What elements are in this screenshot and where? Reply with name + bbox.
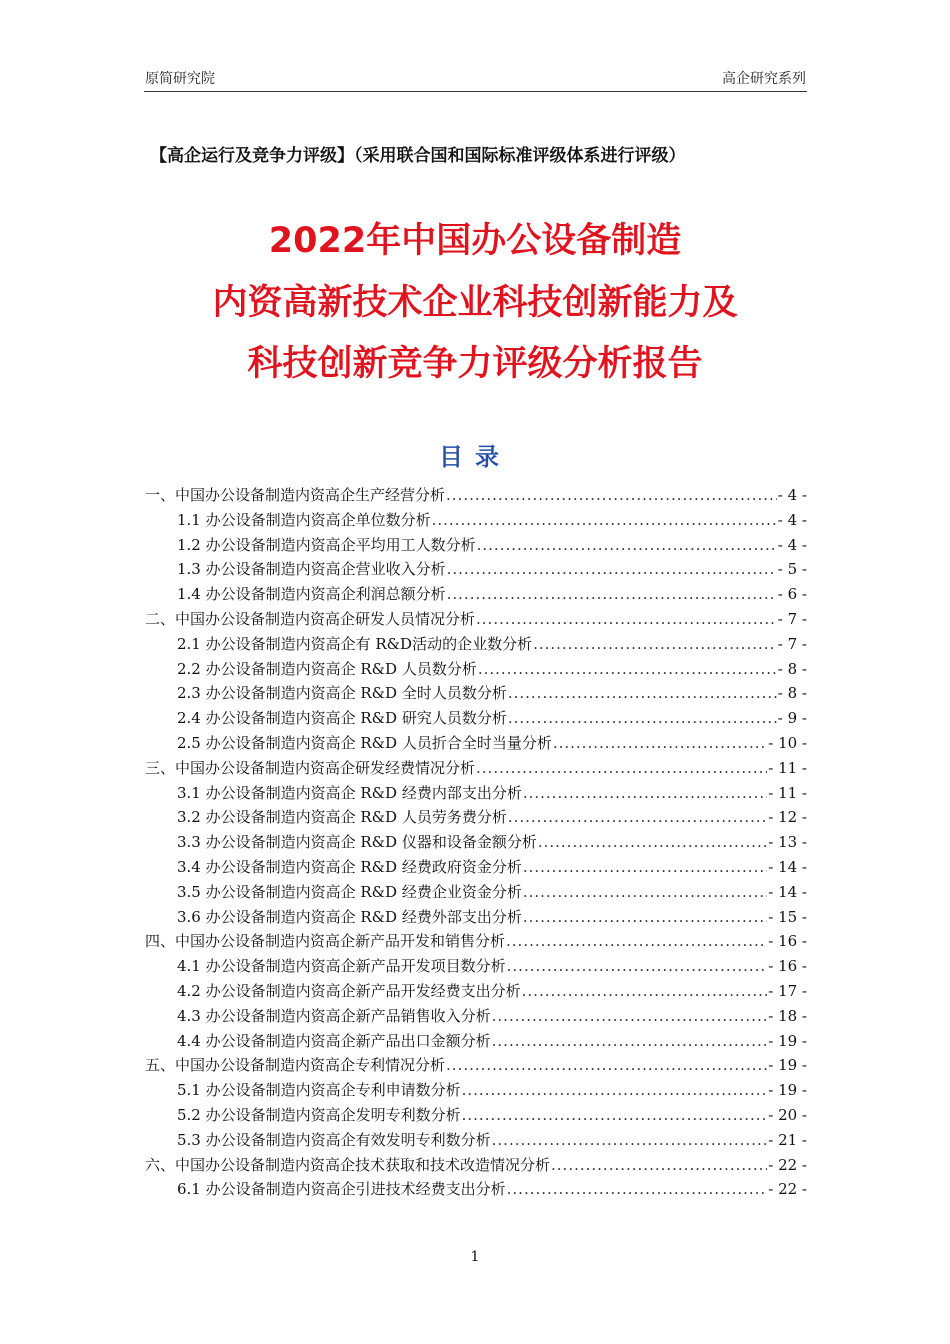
toc-entry-page: - 11 -	[768, 758, 807, 777]
toc-leader	[551, 1156, 767, 1174]
toc-entry-label: 三、中国办公设备制造内资高企研发经费情况分析	[145, 758, 476, 777]
toc-entry-page: - 22 -	[768, 1155, 807, 1174]
toc-entry-page: - 18 -	[768, 1006, 807, 1025]
toc-entry-label: 二、中国办公设备制造内资高企研发人员情况分析	[145, 609, 476, 628]
toc-entry[interactable]	[145, 1178, 807, 1203]
toc-entry-label: 3.5 办公设备制造内资高企 R&D 经费企业资金分析	[177, 882, 522, 901]
toc-entry-page: - 7 -	[777, 609, 807, 628]
toc-entry-page: - 4 -	[777, 486, 807, 504]
toc-entry[interactable]	[145, 1079, 807, 1104]
toc-leader	[447, 560, 777, 578]
toc-leader	[476, 610, 777, 628]
toc-entry-label: 4.4 办公设备制造内资高企新产品出口金额分析	[177, 1031, 491, 1050]
report-title-line-1: 2022年中国办公设备制造	[268, 221, 682, 261]
toc-entry-page: - 15 -	[768, 907, 807, 926]
toc-entry[interactable]	[145, 930, 807, 955]
toc-heading: 目录	[439, 443, 511, 471]
toc-entry-label: 6.1 办公设备制造内资高企引进技术经费支出分析	[177, 1180, 506, 1199]
toc-entry-label: 2.2 办公设备制造内资高企 R&D 人员数分析	[177, 659, 477, 678]
toc-entry-page: - 14 -	[768, 857, 807, 876]
toc-leader	[462, 1106, 768, 1124]
toc-leader	[446, 1056, 767, 1074]
toc-entry[interactable]	[145, 633, 807, 658]
toc-entry-label: 六、中国办公设备制造内资高企技术获取和技术改造情况分析	[145, 1155, 551, 1174]
toc-entry-page: - 17 -	[768, 981, 807, 1000]
toc-entry-label: 5.2 办公设备制造内资高企发明专利数分析	[177, 1105, 461, 1124]
toc-entry-page: - 19 -	[768, 1056, 807, 1075]
toc-entry-page: - 13 -	[768, 833, 807, 852]
toc-entry-page: - 12 -	[768, 808, 807, 827]
toc-entry[interactable]	[145, 806, 807, 831]
toc-entry-page: - 16 -	[768, 932, 807, 951]
header-left: 原简研究院	[145, 71, 215, 87]
toc-entry-label: 2.1 办公设备制造内资高企有 R&D活动的企业数分析	[177, 634, 533, 653]
toc-leader	[432, 511, 777, 529]
toc-entry-page: - 10 -	[768, 733, 807, 752]
toc-entry-page: - 11 -	[768, 783, 807, 802]
toc-entry-page: - 8 -	[777, 684, 807, 703]
toc-entry-page: - 5 -	[777, 560, 807, 579]
toc-leader	[506, 932, 767, 950]
toc-entry[interactable]	[145, 509, 807, 534]
toc-entry-page: - 20 -	[768, 1105, 807, 1124]
toc-entry[interactable]	[145, 658, 807, 683]
header-right: 高企研究系列	[722, 71, 806, 87]
table-of-contents	[145, 484, 807, 1203]
toc-leader	[522, 982, 768, 1000]
toc-entry-label: 2.4 办公设备制造内资高企 R&D 研究人员数分析	[177, 709, 507, 728]
toc-entry-page: - 19 -	[768, 1031, 807, 1050]
toc-leader	[523, 883, 767, 901]
toc-entry-page: - 19 -	[768, 1081, 807, 1100]
rating-line: 【高企运行及竞争力评级】（采用联合国和国际标准评级体系进行评级）	[150, 146, 686, 166]
toc-entry[interactable]	[145, 757, 807, 782]
toc-leader	[462, 1081, 768, 1099]
toc-entry-label: 一、中国办公设备制造内资高企生产经营分析	[145, 486, 446, 504]
toc-entry[interactable]	[145, 881, 807, 906]
toc-leader	[507, 957, 768, 975]
toc-entry[interactable]	[145, 831, 807, 856]
toc-leader	[523, 858, 767, 876]
toc-leader	[507, 1180, 768, 1198]
toc-entry[interactable]	[145, 1154, 807, 1179]
toc-entry[interactable]	[145, 682, 807, 707]
toc-entry-label: 3.1 办公设备制造内资高企 R&D 经费内部支出分析	[177, 783, 522, 802]
toc-entry-label: 四、中国办公设备制造内资高企新产品开发和销售分析	[145, 932, 506, 951]
toc-entry-page: - 16 -	[768, 957, 807, 976]
toc-entry[interactable]	[145, 484, 807, 509]
report-title-line-2: 内资高新技术企业科技创新能力及	[212, 283, 738, 323]
page-number: 1	[470, 1249, 480, 1265]
toc-leader	[508, 808, 767, 826]
toc-entry-label: 2.3 办公设备制造内资高企 R&D 全时人员数分析	[177, 684, 507, 703]
toc-leader	[553, 734, 767, 752]
toc-entry-label: 五、中国办公设备制造内资高企专利情况分析	[145, 1056, 446, 1075]
toc-entry[interactable]	[145, 782, 807, 807]
toc-entry-page: - 9 -	[777, 709, 807, 728]
toc-entry-label: 1.1 办公设备制造内资高企单位数分析	[177, 510, 431, 529]
toc-leader	[523, 784, 767, 802]
toc-leader	[492, 1007, 768, 1025]
toc-entry-label: 3.3 办公设备制造内资高企 R&D 仪器和设备金额分析	[177, 833, 537, 852]
toc-entry[interactable]	[145, 608, 807, 633]
header-divider	[144, 91, 807, 92]
toc-entry-label: 3.2 办公设备制造内资高企 R&D 人员劳务费分析	[177, 808, 507, 827]
toc-entry-label: 3.6 办公设备制造内资高企 R&D 经费外部支出分析	[177, 907, 522, 926]
report-title-line-3: 科技创新竞争力评级分析报告	[247, 344, 703, 384]
toc-leader	[533, 635, 777, 653]
toc-leader	[477, 536, 777, 554]
toc-leader	[447, 585, 777, 603]
toc-entry-page: - 4 -	[777, 535, 807, 554]
toc-entry[interactable]	[145, 856, 807, 881]
toc-entry[interactable]	[145, 1054, 807, 1079]
toc-entry-page: - 22 -	[768, 1180, 807, 1199]
toc-entry[interactable]	[145, 534, 807, 559]
toc-entry-label: 5.1 办公设备制造内资高企专利申请数分析	[177, 1081, 461, 1100]
toc-entry-page: - 14 -	[768, 882, 807, 901]
toc-entry[interactable]	[145, 1104, 807, 1129]
toc-leader	[446, 486, 777, 504]
toc-leader	[478, 660, 777, 678]
toc-leader	[476, 759, 767, 777]
toc-entry-page: - 4 -	[777, 510, 807, 529]
toc-leader	[492, 1131, 768, 1149]
toc-entry[interactable]	[145, 558, 807, 583]
toc-entry-label: 1.4 办公设备制造内资高企利润总额分析	[177, 585, 446, 604]
toc-leader	[492, 1032, 768, 1050]
toc-entry[interactable]	[145, 1030, 807, 1055]
toc-entry-label: 4.2 办公设备制造内资高企新产品开发经费支出分析	[177, 981, 521, 1000]
toc-entry-page: - 6 -	[777, 585, 807, 604]
toc-entry-label: 1.3 办公设备制造内资高企营业收入分析	[177, 560, 446, 579]
toc-entry-page: - 7 -	[777, 634, 807, 653]
toc-entry-label: 5.3 办公设备制造内资高企有效发明专利数分析	[177, 1130, 491, 1149]
toc-entry-label: 4.1 办公设备制造内资高企新产品开发项目数分析	[177, 957, 506, 976]
toc-entry[interactable]	[145, 707, 807, 732]
toc-entry-label: 2.5 办公设备制造内资高企 R&D 人员折合全时当量分析	[177, 733, 552, 752]
toc-entry-page: - 8 -	[777, 659, 807, 678]
toc-leader	[508, 684, 777, 702]
toc-entry[interactable]	[145, 583, 807, 608]
toc-entry[interactable]	[145, 955, 807, 980]
toc-leader	[538, 833, 767, 851]
toc-leader	[523, 908, 767, 926]
toc-entry-label: 4.3 办公设备制造内资高企新产品销售收入分析	[177, 1006, 491, 1025]
toc-entry-page: - 21 -	[768, 1130, 807, 1149]
toc-entry[interactable]	[145, 906, 807, 931]
toc-entry-label: 1.2 办公设备制造内资高企平均用工人数分析	[177, 535, 476, 554]
toc-entry[interactable]	[145, 1005, 807, 1030]
toc-entry[interactable]	[145, 1129, 807, 1154]
toc-entry-label: 3.4 办公设备制造内资高企 R&D 经费政府资金分析	[177, 857, 522, 876]
toc-leader	[508, 709, 777, 727]
toc-entry[interactable]	[145, 732, 807, 757]
toc-entry[interactable]	[145, 980, 807, 1005]
